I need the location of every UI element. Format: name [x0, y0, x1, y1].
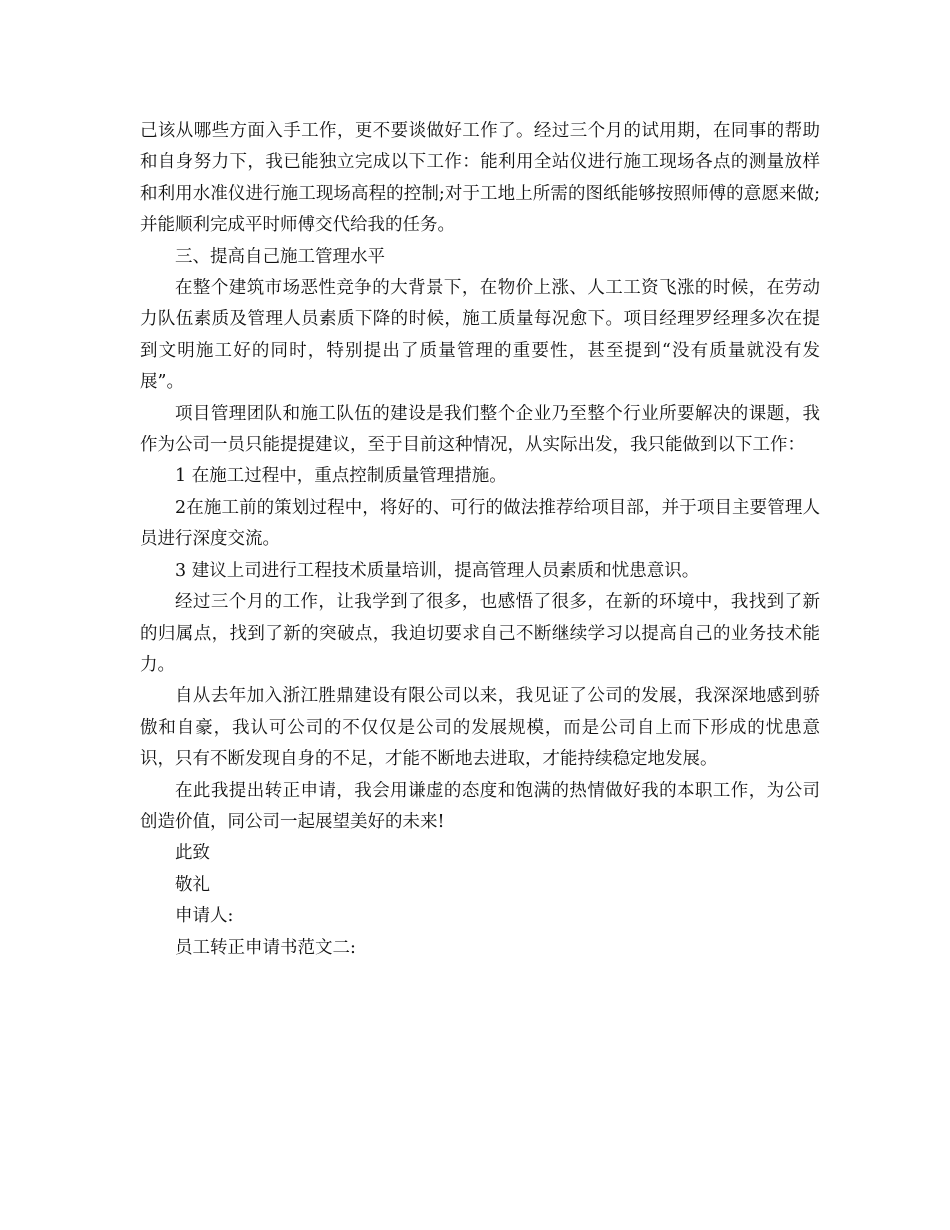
paragraph-3: 在整个建筑市场恶性竞争的大背景下，在物价上涨、人工工资飞涨的时候，在劳动力队伍素质及管理人员素质下降的时候，施工质量每况愈下。项目经理罗经理多次在提到文明施工好的同时，特别提出了质量管理的重要性，甚至提到“没有质量就没有发展”。: [140, 278, 820, 393]
closing-salutation: 此致: [175, 843, 210, 864]
list-item-2: 2在施工前的策划过程中，将好的、可行的做法推荐给项目部，并于项目主要管理人员进行深度交流。: [140, 497, 820, 550]
paragraph-4: 项目管理团队和施工队伍的建设是我们整个企业乃至整个行业所要解决的课题，我作为公司一员只能提提建议，至于目前这种情况，从实际出发，我只能做到以下工作：: [140, 403, 820, 456]
section-heading: 三、提高自己施工管理水平: [175, 246, 385, 267]
document-body: [140, 116, 820, 964]
paragraph-1: 己该从哪些方面入手工作，更不要谈做好工作了。经过三个月的试用期，在同事的帮助和自身努力下，我已能独立完成以下工作：能利用全站仪进行施工现场各点的测量放样和利用水准仪进行施工现场高程的控制;对于工地上所需的图纸能够按照师傅的意愿来做;并能顺利完成平时师傅交代给我的任务。: [140, 121, 820, 236]
applicant-line: 申请人:: [175, 906, 234, 927]
paragraph-8: 经过三个月的工作，让我学到了很多，也感悟了很多，在新的环境中，我找到了新的归属点，找到了新的突破点，我迫切要求自己不断继续学习以提高自己的业务技术能力。: [140, 592, 820, 675]
next-sample-title: 员工转正申请书范文二:: [175, 937, 356, 958]
list-item-3: 3 建议上司进行工程技术质量培训，提高管理人员素质和忧患意识。: [175, 560, 700, 581]
list-item-1: 1 在施工过程中，重点控制质量管理措施。: [175, 466, 507, 487]
closing-regards: 敬礼: [175, 874, 210, 895]
paragraph-10: 在此我提出转正申请，我会用谦虚的态度和饱满的热情做好我的本职工作，为公司创造价值，同公司一起展望美好的未来!: [140, 780, 820, 832]
paragraph-9: 自从去年加入浙江胜鼎建设有限公司以来，我见证了公司的发展，我深深地感到骄傲和自豪，我认可公司的不仅仅是公司的发展规模，而是公司自上而下形成的忧患意识，只有不断发现自身的不足，才能不断地去进取，才能持续稳定地发展。: [140, 686, 820, 770]
